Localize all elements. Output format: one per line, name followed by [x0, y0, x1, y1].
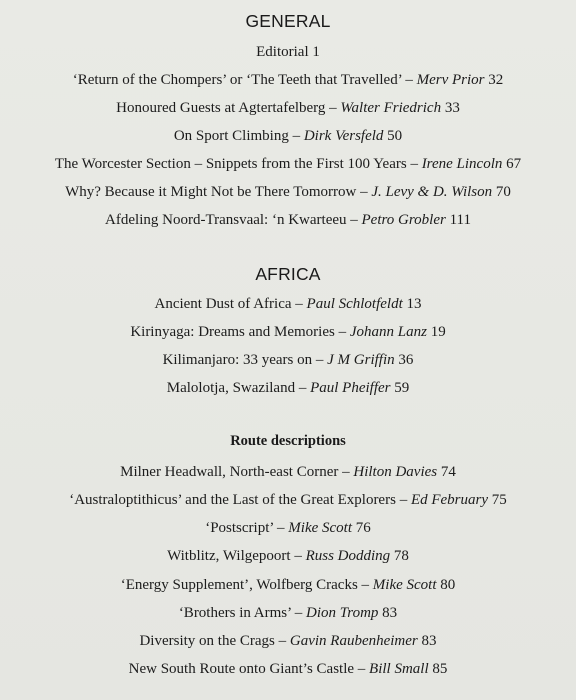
entry-dash: –: [356, 184, 372, 200]
toc-entry: [0, 491, 576, 509]
toc-entry: [0, 99, 576, 117]
entry-page: 111: [449, 212, 471, 228]
entry-author: J. Levy & D. Wilson: [371, 184, 493, 200]
entry-page: 85: [432, 661, 448, 677]
entry-dash: –: [401, 72, 417, 88]
entry-title: Milner Headwall, North-east Corner: [120, 464, 339, 480]
toc-entry: [0, 660, 576, 678]
entry-page: 50: [387, 128, 403, 144]
entry-title: Ancient Dust of Africa: [154, 296, 292, 312]
entry-title: Kirinyaga: Dreams and Memories: [130, 324, 335, 340]
entry-title: ‘Brothers in Arms’: [178, 605, 292, 621]
entry-title: ‘Australoptithicus’ and the Last of the Great Explorers: [69, 492, 396, 508]
entry-author: Russ Dodding: [305, 548, 391, 564]
entry-title: Editorial: [256, 44, 309, 60]
entry-dash: –: [273, 520, 289, 536]
entry-author: Johann Lanz: [349, 324, 427, 340]
entry-title: ‘Postscript’: [205, 520, 274, 536]
toc-entry: [0, 576, 576, 594]
entry-dash: –: [312, 352, 328, 368]
entry-dash: –: [354, 661, 370, 677]
entry-title: Malolotja, Swaziland: [166, 380, 296, 396]
section-heading-route-descriptions: Route descriptions: [230, 433, 346, 449]
entry-author: Paul Pheiffer: [310, 380, 391, 396]
entry-author: Mike Scott: [372, 577, 437, 593]
entry-page: 70: [495, 184, 511, 200]
entry-author: Merv Prior: [416, 72, 485, 88]
entry-author: Petro Grobler: [361, 212, 446, 228]
entry-author: Bill Small: [369, 661, 429, 677]
entry-page: 74: [440, 464, 456, 480]
entry-author: Gavin Raubenheimer: [289, 633, 418, 649]
entry-page: 32: [488, 72, 504, 88]
toc-entry: [0, 463, 576, 481]
entry-author: Dirk Versfeld: [303, 128, 384, 144]
entry-title: On Sport Climbing: [173, 128, 289, 144]
entry-title: Kilimanjaro: 33 years on: [162, 352, 313, 368]
toc-entry: [0, 183, 576, 201]
entry-page: 33: [444, 100, 460, 116]
entry-page: 75: [491, 492, 507, 508]
section-heading-general: GENERAL: [245, 11, 331, 31]
toc-entry: [0, 547, 576, 565]
entry-dash: –: [346, 212, 362, 228]
entry-page: 13: [406, 296, 422, 312]
entry-author: J M Griffin: [327, 352, 395, 368]
entry-page: 83: [382, 605, 398, 621]
entry-dash: –: [395, 492, 411, 508]
entry-author: Ed February: [410, 492, 489, 508]
entry-dash: –: [288, 128, 304, 144]
entry-title: ‘Return of the Chompers’ or ‘The Teeth that Travelled’: [72, 72, 402, 88]
entry-page: 67: [506, 156, 522, 172]
entry-author: Dion Tromp: [306, 605, 379, 621]
section-heading-africa: AFRICA: [255, 264, 321, 284]
entry-page: 59: [394, 380, 410, 396]
entry-author: Mike Scott: [288, 520, 353, 536]
toc-entry: [0, 43, 576, 61]
entry-dash: –: [290, 548, 306, 564]
entry-page: 78: [393, 548, 409, 564]
entry-title: ‘Energy Supplement’, Wolfberg Cracks: [120, 577, 358, 593]
toc-entry: [0, 379, 576, 397]
entry-author: Irene Lincoln: [421, 156, 503, 172]
toc-entry: [0, 211, 576, 229]
entry-author: Paul Schlotfeldt: [306, 296, 403, 312]
entry-dash: –: [406, 156, 422, 172]
entry-dash: –: [291, 605, 307, 621]
entry-dash: –: [334, 324, 350, 340]
toc-entry: [0, 351, 576, 369]
entry-dash: –: [325, 100, 341, 116]
entry-page: 19: [430, 324, 446, 340]
toc-entry: [0, 632, 576, 650]
entry-page: 76: [355, 520, 371, 536]
entry-dash: –: [338, 464, 354, 480]
toc-entry: [0, 323, 576, 341]
entry-dash: –: [295, 380, 311, 396]
entry-title: Honoured Guests at Agtertafelberg: [116, 100, 326, 116]
entry-page: 36: [398, 352, 414, 368]
entry-author: Hilton Davies: [353, 464, 438, 480]
toc-entry: [0, 519, 576, 537]
toc-entry: [0, 295, 576, 313]
toc-entry: [0, 155, 576, 173]
entry-dash: –: [357, 577, 373, 593]
toc-entry: [0, 604, 576, 622]
entry-page: 83: [421, 633, 437, 649]
entry-title: Witblitz, Wilgepoort: [167, 548, 291, 564]
entry-title: Diversity on the Crags: [139, 633, 275, 649]
toc-entry: [0, 71, 576, 89]
entry-title: New South Route onto Giant’s Castle: [128, 661, 355, 677]
entry-dash: –: [274, 633, 290, 649]
entry-title: Afdeling Noord-Transvaal: ‘n Kwarteeu: [105, 212, 347, 228]
entry-title: Why? Because it Might Not be There Tomorrow: [65, 184, 357, 200]
entry-dash: –: [291, 296, 307, 312]
toc-entry: [0, 127, 576, 145]
entry-title: The Worcester Section – Snippets from the First 100 Years: [54, 156, 407, 172]
entry-author: Walter Friedrich: [340, 100, 442, 116]
entry-page: 1: [312, 44, 320, 60]
entry-page: 80: [440, 577, 456, 593]
